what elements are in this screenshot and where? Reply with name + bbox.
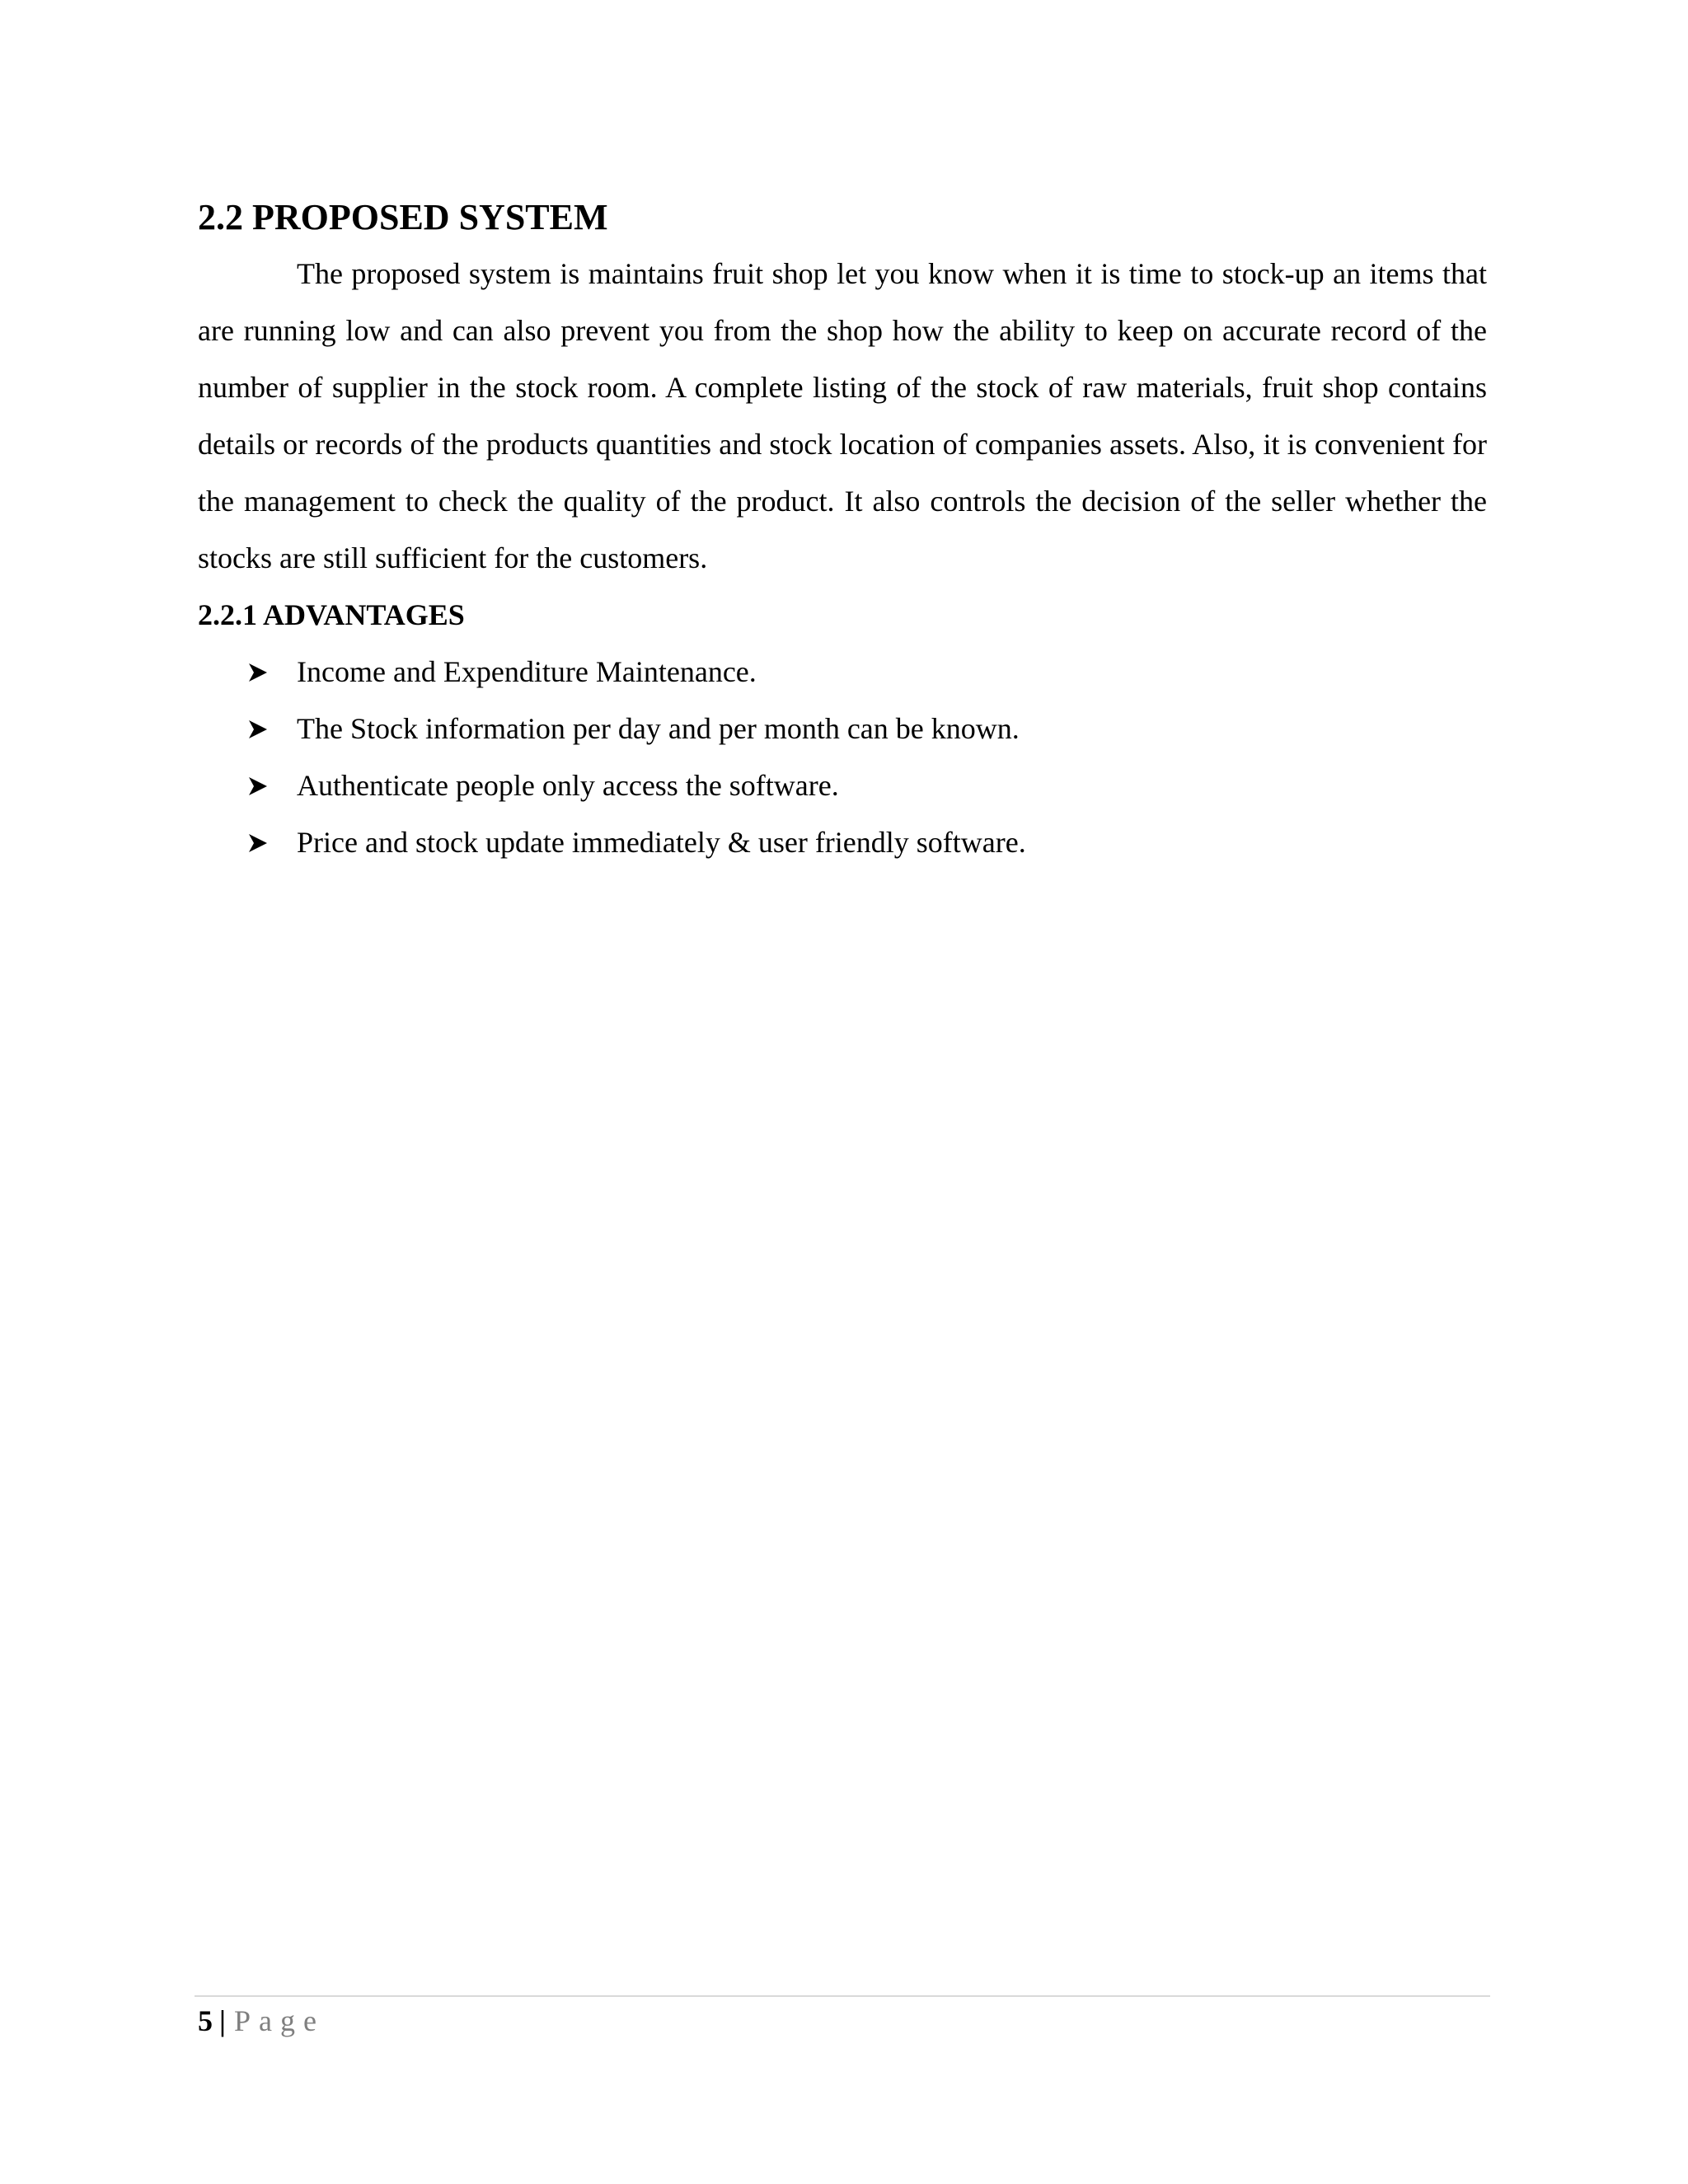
arrow-bullet-icon [247, 719, 280, 740]
page-number: 5 [198, 2004, 213, 2037]
page-label: Page [233, 2004, 325, 2037]
advantages-heading: 2.2.1 ADVANTAGES [198, 598, 465, 631]
advantage-text: Income and Expenditure Maintenance. [297, 655, 757, 688]
page-footer [198, 1998, 325, 2044]
list-item [198, 814, 1487, 871]
page-content [198, 194, 1487, 871]
list-item [198, 644, 1487, 701]
proposed-system-paragraph: The proposed system is maintains fruit shop let you know when it is time to stock-up an items that are running low and can also prevent you from the shop how the ability to keep on accurate record of the number of supplier in the stock room. A complete listing of the stock of raw materials, fruit shop contains details or records of the products quantities and stock location of companies assets. Also, it is convenient for the management to check the quality of the product. It also controls the decision of the seller whether the stocks are still sufficient for the customers. [198, 257, 1487, 574]
arrow-bullet-icon [247, 662, 280, 683]
advantages-list [198, 644, 1487, 871]
arrow-bullet-icon [247, 832, 280, 854]
footer-separator: | [219, 2004, 226, 2037]
advantage-text: Authenticate people only access the software. [297, 769, 839, 802]
section-heading: 2.2 PROPOSED SYSTEM [198, 197, 608, 237]
advantage-text: The Stock information per day and per month can be known. [297, 712, 1020, 745]
footer-divider [195, 1995, 1490, 1997]
arrow-bullet-icon [247, 776, 280, 797]
advantage-text: Price and stock update immediately & user friendly software. [297, 826, 1026, 859]
list-item [198, 757, 1487, 814]
list-item [198, 701, 1487, 757]
